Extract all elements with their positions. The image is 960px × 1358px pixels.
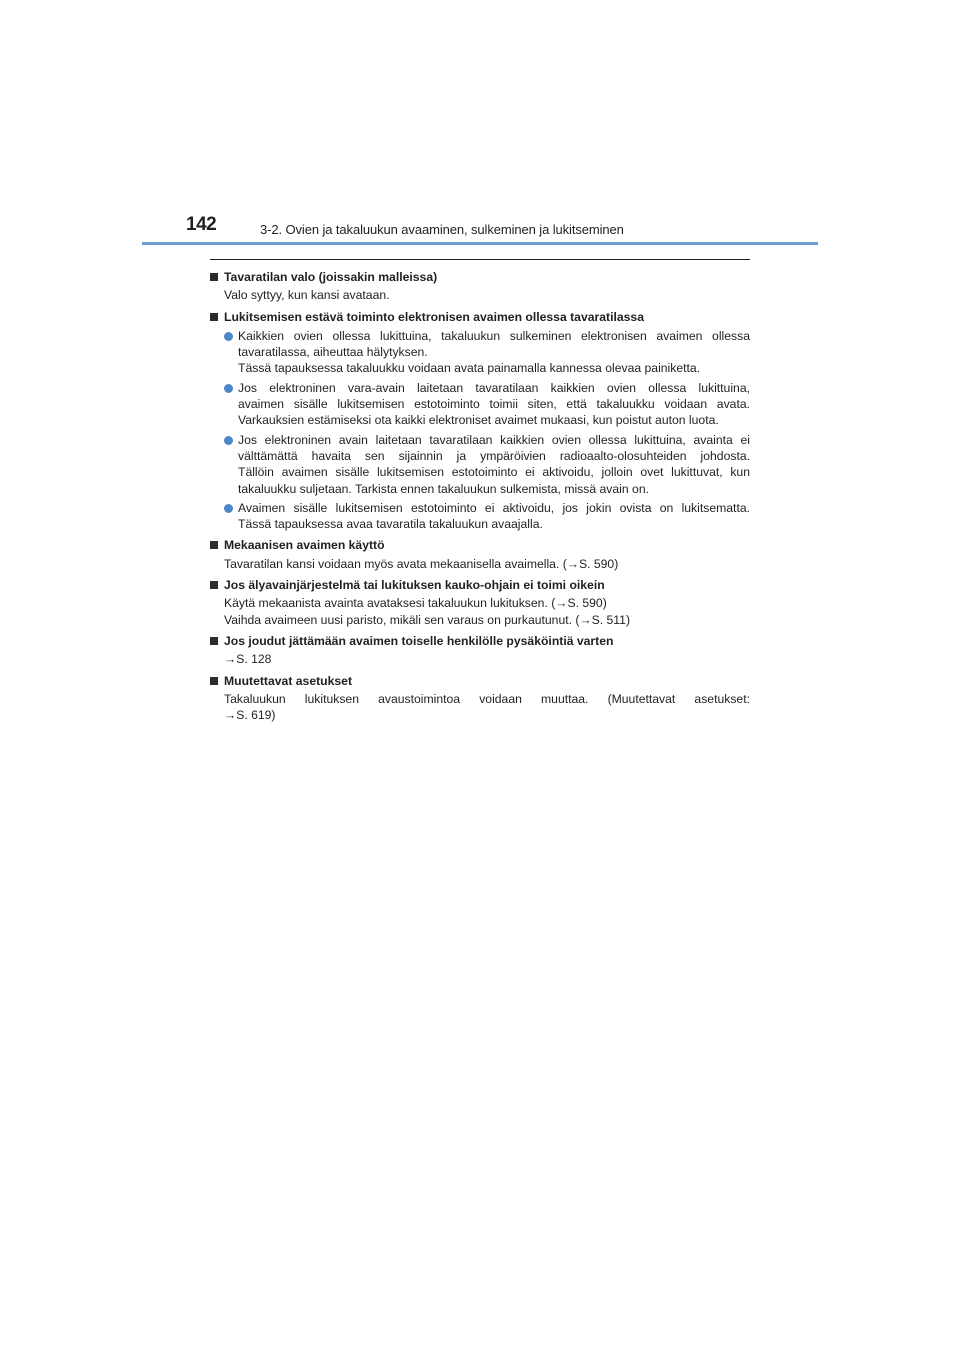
section-title: Mekaanisen avaimen käyttö	[224, 538, 385, 553]
bullet-line: takaluukku suljetaan. Tarkista ennen takaluukun sulkemista, missä avain on.	[238, 481, 649, 496]
circle-bullet-icon	[224, 504, 233, 513]
bullet-line: välttämättä havaita sen sijainnin ja ympäröivien radioaalto-olosuhteiden johdosta.	[238, 448, 750, 463]
section-body	[210, 556, 750, 572]
circle-bullet-icon	[224, 384, 233, 393]
section-title: Lukitsemisen estävä toiminto elektronisen avaimen ollessa tavaratilassa	[224, 309, 644, 324]
section-body	[210, 651, 750, 667]
bullet-line: Jos elektroninen vara-avain laitetaan tavaratilaan kaikkien ovien ollessa lukittuina,	[238, 380, 750, 395]
body-line: Tavaratilan kansi voidaan myös avata mekaanisella avaimella. (→S. 590)	[224, 556, 619, 571]
square-bullet-icon	[210, 313, 218, 321]
bullet-line: Varkauksien estämiseksi ota kaikki elektroniset avaimet mukaasi, kun poistut auton luota.	[238, 413, 719, 428]
body-line: Käytä mekaanista avainta avataksesi takaluukun lukituksen. (→S. 590)	[224, 596, 607, 611]
section-title: Jos älyavainjärjestelmä tai lukituksen kauko-ohjain ei toimi oikein	[224, 578, 605, 593]
square-bullet-icon	[210, 637, 218, 645]
bullet-line: tavaratilassa, aiheuttaa hälytyksen.	[238, 345, 428, 360]
bullet-line: Tällöin avaimen sisälle lukitsemisen estotoiminto ei aktivoidu, jolloin ovet lukittuvat, kun	[238, 465, 750, 480]
square-bullet-icon	[210, 677, 218, 685]
section-title: Tavaratilan valo (joissakin malleissa)	[224, 270, 438, 284]
bullet-line: Jos elektroninen avain laitetaan tavaratilaan kaikkien ovien ollessa lukittuina, avainta ei	[238, 432, 750, 447]
section-heading-customizable-settings	[210, 673, 750, 689]
bullet-line: Tässä tapauksessa takaluukku voidaan avata painamalla kannessa olevaa painiketta.	[238, 361, 701, 376]
section-body	[210, 287, 750, 303]
bullet-line: Kaikkien ovien ollessa lukittuina, takaluukun sulkeminen elektronisen avaimen ollessa	[238, 328, 750, 343]
section-body	[210, 691, 750, 724]
section-divider	[210, 259, 750, 260]
section-body	[210, 595, 750, 628]
body-line: Valo syttyy, kun kansi avataan.	[224, 288, 390, 303]
bullet-line: Tässä tapauksessa avaa tavaratila takaluukun avaajalla.	[238, 517, 543, 532]
section-title: Muutettavat asetukset	[224, 673, 353, 688]
bullet-item	[210, 432, 750, 497]
section-heading-valet-key	[210, 633, 750, 649]
body-line: Vaihda avaimeen uusi paristo, mikäli sen varaus on purkautunut. (→S. 511)	[224, 612, 631, 627]
bullet-line: Avaimen sisälle lukitsemisen estotoiminto ei aktivoidu, jos jokin ovista on lukitsematta.	[238, 500, 750, 515]
circle-bullet-icon	[224, 332, 233, 341]
circle-bullet-icon	[224, 436, 233, 445]
section-heading-lock-prevention	[210, 309, 750, 325]
bullet-item	[210, 380, 750, 429]
page-reference: →S. 619)	[224, 708, 276, 723]
header-rule	[142, 242, 818, 245]
body-line: Takaluukun lukituksen avaustoimintoa voidaan muuttaa. (Muutettavat asetukset:	[224, 691, 750, 706]
bullet-line: avaimen sisälle lukitsemisen estotoiminto toimii siten, että takaluukku voidaan avata.	[238, 397, 750, 412]
section-heading-trunk-light	[210, 269, 750, 285]
section-heading-mechanical-key	[210, 537, 750, 553]
bullet-item	[210, 328, 750, 377]
page-reference: →S. 128	[224, 652, 272, 667]
page-number: 142	[186, 214, 217, 235]
chapter-title: 3-2. Ovien ja takaluukun avaaminen, sulkeminen ja lukitseminen	[260, 222, 624, 237]
section-title: Jos joudut jättämään avaimen toiselle henkilölle pysäköintiä varten	[224, 633, 614, 648]
square-bullet-icon	[210, 541, 218, 549]
main-content	[210, 269, 750, 723]
square-bullet-icon	[210, 273, 218, 281]
section-heading-smart-key-malfunction	[210, 577, 750, 593]
square-bullet-icon	[210, 581, 218, 589]
bullet-item	[210, 500, 750, 533]
